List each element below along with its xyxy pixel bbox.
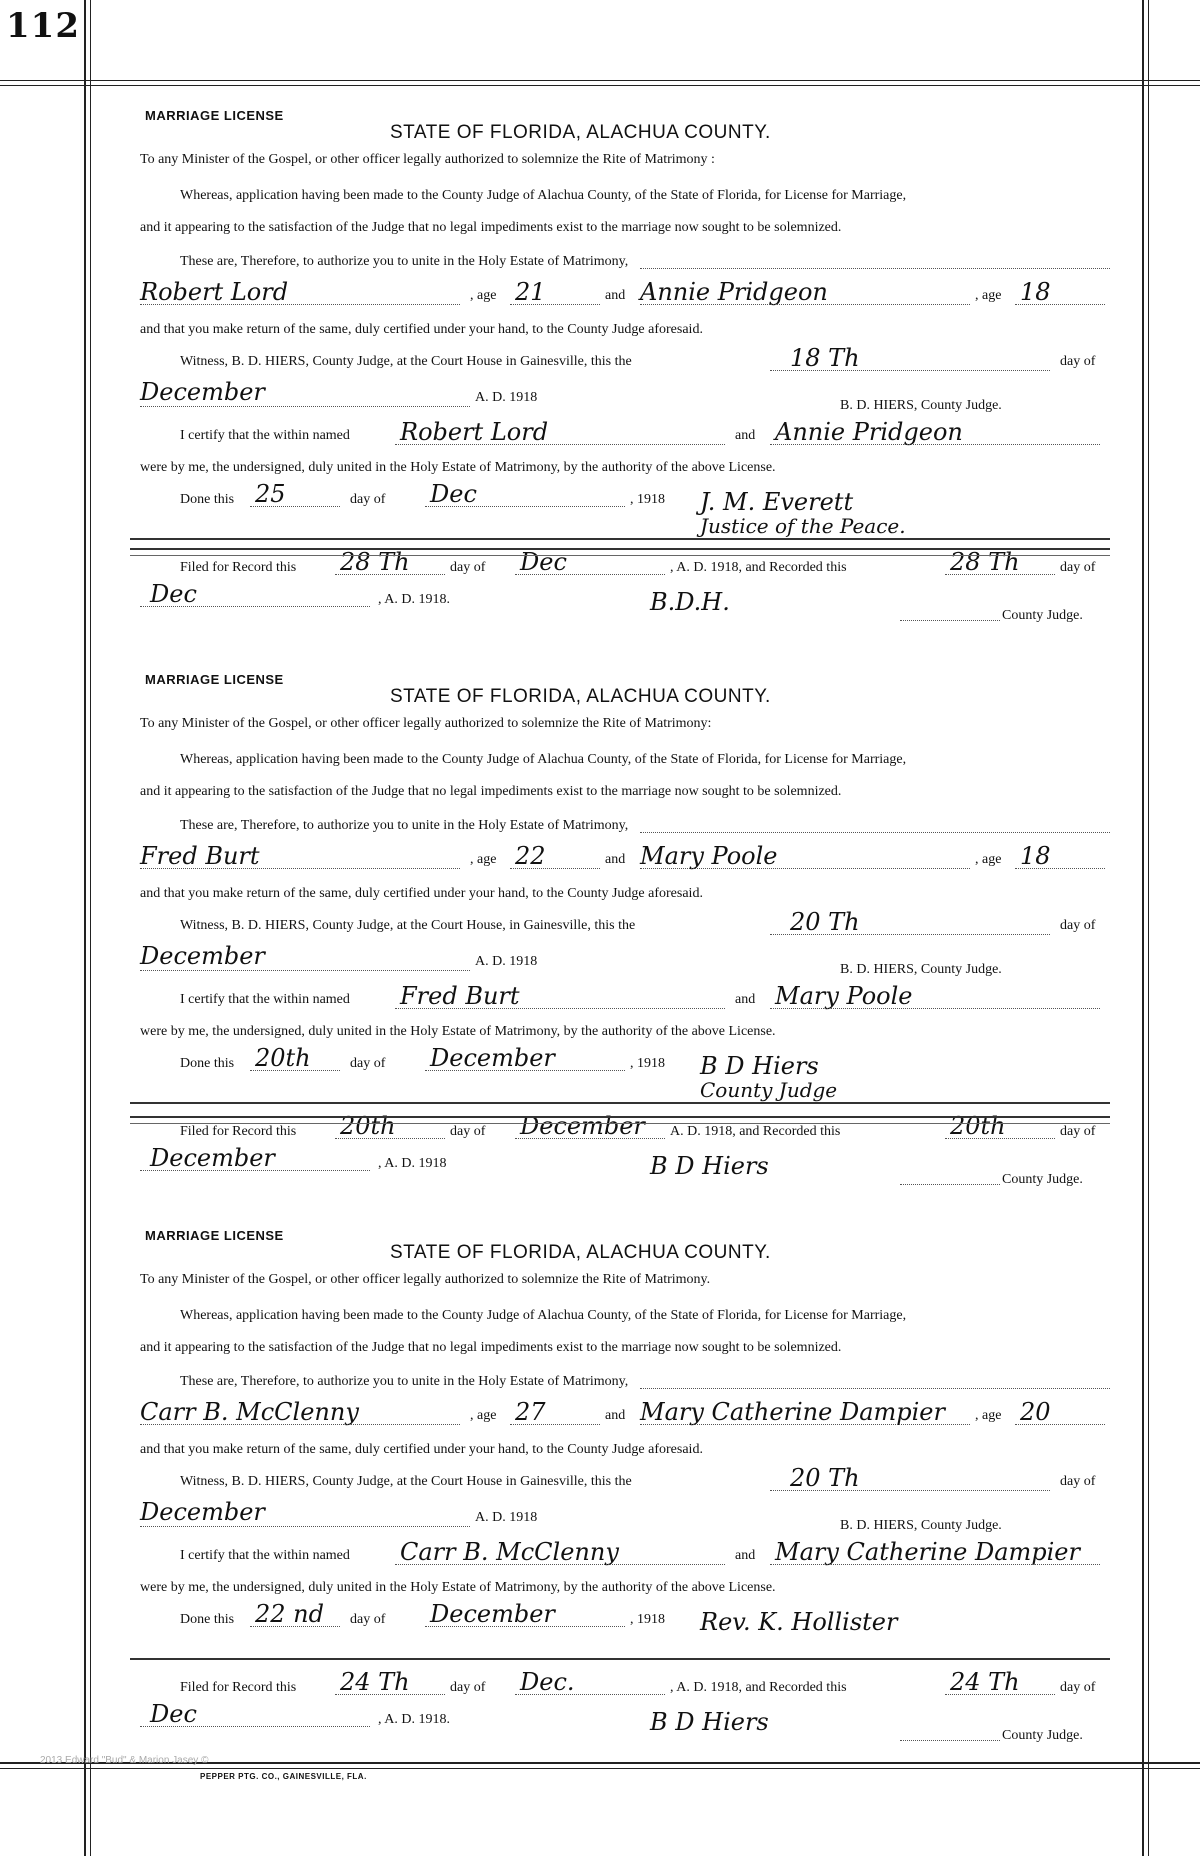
address-line: To any Minister of the Gospel, or other officer legally authorized to solemnize the Rite of Matrimony : [140, 152, 715, 167]
certify-groom-handwritten: Carr B. McClenny [400, 1538, 619, 1566]
blank-line [335, 574, 445, 575]
blank-line [515, 1694, 665, 1695]
day-of-label: day of [350, 1056, 386, 1071]
witness-month-handwritten: December [140, 378, 265, 406]
blank-line [395, 1008, 725, 1009]
blank-line [945, 574, 1055, 575]
blank-line [640, 1424, 970, 1425]
blank-line [510, 1424, 600, 1425]
blank-line [515, 574, 665, 575]
witness-month-handwritten: December [140, 1498, 265, 1526]
printer-footer: PEPPER PTG. CO., GAINESVILLE, FLA. [200, 1772, 367, 1781]
witness-month-handwritten: December [140, 942, 265, 970]
certify-line: I certify that the within named [180, 1548, 350, 1563]
blank-line [515, 1138, 665, 1139]
groom-age-handwritten: 22 [515, 842, 546, 870]
whereas-line-2: and it appearing to the satisfaction of the Judge that no legal impediments exist to the marriage now sought to be solemnized. [140, 1340, 842, 1355]
license-title: STATE OF FLORIDA, ALACHUA COUNTY. [390, 122, 771, 143]
filed-ad-label: , A. D. 1918, and Recorded this [670, 1680, 847, 1695]
done-this-label: Done this [180, 492, 235, 507]
whereas-line-2: and it appearing to the satisfaction of the Judge that no legal impediments exist to the marriage now sought to be solemnized. [140, 220, 842, 235]
blank-line [140, 1424, 460, 1425]
done-year-label: , 1918 [630, 492, 665, 507]
recorded-day-handwritten: 20th [950, 1112, 1006, 1140]
blank-line [640, 832, 1110, 833]
license-divider [130, 555, 1110, 556]
judge-signature-line: B. D. HIERS, County Judge. [840, 962, 1002, 977]
left-margin-rule-2 [90, 0, 91, 1856]
age-label: , age [470, 1408, 497, 1423]
and-label: and [735, 992, 756, 1007]
these-are-line: These are, Therefore, to authorize you to unite in the Holy Estate of Matrimony, [180, 1374, 629, 1389]
blank-line [770, 1564, 1100, 1565]
license-title: STATE OF FLORIDA, ALACHUA COUNTY. [390, 1242, 771, 1263]
recorded-month-handwritten: Dec [150, 580, 197, 608]
blank-line [140, 970, 470, 971]
and-label: and [735, 428, 756, 443]
age-label: , age [975, 1408, 1002, 1423]
ad-year-label: A. D. 1918 [475, 1510, 538, 1525]
blank-line [250, 506, 340, 507]
blank-line [945, 1694, 1055, 1695]
license-label: MARRIAGE LICENSE [145, 1228, 284, 1243]
day-of-label: day of [350, 1612, 386, 1627]
address-line: To any Minister of the Gospel, or other officer legally authorized to solemnize the Rite of Matrimony: [140, 716, 712, 731]
certify-groom-handwritten: Fred Burt [400, 982, 520, 1010]
left-margin-rule [84, 0, 86, 1856]
blank-line [640, 268, 1110, 269]
witness-day-handwritten: 20 Th [790, 1464, 860, 1492]
done-day-handwritten: 22 nd [255, 1600, 324, 1628]
done-year-label: , 1918 [630, 1612, 665, 1627]
ad-year-label: A. D. 1918 [475, 954, 538, 969]
return-line: and that you make return of the same, duly certified under your hand, to the County Judge aforesaid. [140, 322, 703, 337]
filed-day-handwritten: 28 Th [340, 548, 410, 576]
recorded-month-handwritten: December [150, 1144, 275, 1172]
bride-age-handwritten: 18 [1020, 842, 1051, 870]
filed-ad-label: A. D. 1918, and Recorded this [670, 1124, 841, 1139]
certify-bride-handwritten: Mary Catherine Dampier [775, 1538, 1080, 1566]
blank-line [510, 868, 600, 869]
filed-month-handwritten: December [520, 1112, 645, 1140]
blank-line [140, 304, 460, 305]
blank-line [640, 1388, 1110, 1389]
groom-age-handwritten: 21 [515, 278, 546, 306]
age-label: , age [975, 852, 1002, 867]
blank-line [250, 1626, 340, 1627]
filed-label: Filed for Record this [180, 1124, 297, 1139]
license-divider [130, 548, 1110, 550]
filed-label: Filed for Record this [180, 560, 297, 575]
recorded-ad-label: , A. D. 1918 [378, 1156, 447, 1171]
blank-line [140, 1170, 370, 1171]
witness-day-handwritten: 20 Th [790, 908, 860, 936]
blank-line [640, 304, 970, 305]
recorded-month-handwritten: Dec [150, 1700, 197, 1728]
and-label: and [605, 288, 626, 303]
day-of-label: day of [1060, 1680, 1096, 1695]
address-line: To any Minister of the Gospel, or other officer legally authorized to solemnize the Rite of Matrimony. [140, 1272, 711, 1287]
officiant-signature: Rev. K. Hollister [700, 1608, 898, 1636]
blank-line [140, 1726, 370, 1727]
blank-line [425, 506, 625, 507]
county-judge-label: County Judge. [1002, 1172, 1083, 1187]
day-of-label: day of [1060, 1124, 1096, 1139]
groom-name-handwritten: Fred Burt [140, 842, 260, 870]
done-day-handwritten: 20th [255, 1044, 311, 1072]
day-of-label: day of [450, 1680, 486, 1695]
certify-line: I certify that the within named [180, 428, 350, 443]
done-year-label: , 1918 [630, 1056, 665, 1071]
day-of-label: day of [1060, 918, 1096, 933]
filed-ad-label: , A. D. 1918, and Recorded this [670, 560, 847, 575]
and-label: and [605, 852, 626, 867]
filed-month-handwritten: Dec. [520, 1668, 575, 1696]
page-number: 112 [6, 6, 80, 46]
blank-line [510, 304, 600, 305]
bride-name-handwritten: Mary Poole [640, 842, 778, 870]
officiant-signature: B D Hiers [700, 1052, 819, 1080]
blank-line [770, 1490, 1050, 1491]
copyright-watermark: 2013 Edward "Bud" & Marion Jasey © [40, 1755, 209, 1766]
bride-age-handwritten: 18 [1020, 278, 1051, 306]
day-of-label: day of [450, 1124, 486, 1139]
certify-groom-handwritten: Robert Lord [400, 418, 549, 446]
return-line: and that you make return of the same, duly certified under your hand, to the County Judge aforesaid. [140, 1442, 703, 1457]
recorded-ad-label: , A. D. 1918. [378, 1712, 450, 1727]
whereas-line-1: Whereas, application having been made to the County Judge of Alachua County, of the State of Florida, for License for Marriage, [180, 752, 907, 767]
blank-line [425, 1070, 625, 1071]
recorded-day-handwritten: 28 Th [950, 548, 1020, 576]
day-of-label: day of [1060, 354, 1096, 369]
whereas-line-1: Whereas, application having been made to the County Judge of Alachua County, of the State of Florida, for License for Marriage, [180, 1308, 907, 1323]
witness-line: Witness, B. D. HIERS, County Judge, at the Court House, in Gainesville, this the [180, 918, 636, 933]
section-rule [130, 1102, 1110, 1104]
done-this-label: Done this [180, 1612, 235, 1627]
groom-name-handwritten: Carr B. McClenny [140, 1398, 359, 1426]
done-month-handwritten: December [430, 1044, 555, 1072]
blank-line [1015, 304, 1105, 305]
blank-line [335, 1138, 445, 1139]
done-month-handwritten: Dec [430, 480, 477, 508]
witness-line: Witness, B. D. HIERS, County Judge, at the Court House in Gainesville, this the [180, 354, 632, 369]
blank-line [770, 370, 1050, 371]
day-of-label: day of [1060, 1474, 1096, 1489]
blank-line [140, 606, 370, 607]
license-title: STATE OF FLORIDA, ALACHUA COUNTY. [390, 686, 771, 707]
groom-age-handwritten: 27 [515, 1398, 546, 1426]
age-label: , age [470, 852, 497, 867]
bride-name-handwritten: Annie Pridgeon [640, 278, 828, 306]
age-label: , age [975, 288, 1002, 303]
filed-day-handwritten: 20th [340, 1112, 396, 1140]
witness-line: Witness, B. D. HIERS, County Judge, at the Court House in Gainesville, this the [180, 1474, 632, 1489]
blank-line [900, 620, 1000, 621]
judge-signature-line: B. D. HIERS, County Judge. [840, 398, 1002, 413]
blank-line [770, 444, 1100, 445]
bride-age-handwritten: 20 [1020, 1398, 1051, 1426]
bottom-rule-2 [0, 1768, 1200, 1769]
blank-line [395, 444, 725, 445]
judge-signature-line: B. D. HIERS, County Judge. [840, 1518, 1002, 1533]
officiant-title-handwritten: Justice of the Peace. [700, 514, 906, 538]
these-are-line: These are, Therefore, to authorize you to unite in the Holy Estate of Matrimony, [180, 254, 629, 269]
blank-line [1015, 868, 1105, 869]
done-this-label: Done this [180, 1056, 235, 1071]
officiant-signature: J. M. Everett [700, 488, 854, 516]
blank-line [250, 1070, 340, 1071]
filed-month-handwritten: Dec [520, 548, 567, 576]
witness-day-handwritten: 18 Th [790, 344, 860, 372]
right-margin-rule [1142, 0, 1144, 1856]
blank-line [640, 868, 970, 869]
officiant-title-handwritten: County Judge [700, 1078, 838, 1102]
these-are-line: These are, Therefore, to authorize you to unite in the Holy Estate of Matrimony, [180, 818, 629, 833]
license-divider [130, 1116, 1110, 1118]
blank-line [140, 868, 460, 869]
return-line: and that you make return of the same, duly certified under your hand, to the County Judge aforesaid. [140, 886, 703, 901]
blank-line [425, 1626, 625, 1627]
recorded-day-handwritten: 24 Th [950, 1668, 1020, 1696]
certify-bride-handwritten: Annie Pridgeon [775, 418, 963, 446]
license-divider [130, 1123, 1110, 1124]
united-line: were by me, the undersigned, duly united in the Holy Estate of Matrimony, by the authority of the above License. [140, 1024, 776, 1039]
filed-label: Filed for Record this [180, 1680, 297, 1695]
blank-line [335, 1694, 445, 1695]
united-line: were by me, the undersigned, duly united in the Holy Estate of Matrimony, by the authority of the above License. [140, 1580, 776, 1595]
age-label: , age [470, 288, 497, 303]
county-judge-signature: B D Hiers [650, 1708, 769, 1736]
license-label: MARRIAGE LICENSE [145, 672, 284, 687]
and-label: and [605, 1408, 626, 1423]
bride-name-handwritten: Mary Catherine Dampier [640, 1398, 945, 1426]
top-rule [0, 80, 1200, 81]
done-day-handwritten: 25 [255, 480, 286, 508]
certify-line: I certify that the within named [180, 992, 350, 1007]
license-label: MARRIAGE LICENSE [145, 108, 284, 123]
blank-line [900, 1184, 1000, 1185]
ad-year-label: A. D. 1918 [475, 390, 538, 405]
section-rule [130, 1658, 1110, 1660]
whereas-line-1: Whereas, application having been made to the County Judge of Alachua County, of the State of Florida, for License for Marriage, [180, 188, 907, 203]
county-judge-signature: B.D.H. [650, 588, 730, 616]
blank-line [945, 1138, 1055, 1139]
blank-line [770, 1008, 1100, 1009]
recorded-ad-label: , A. D. 1918. [378, 592, 450, 607]
blank-line [395, 1564, 725, 1565]
certify-bride-handwritten: Mary Poole [775, 982, 913, 1010]
county-judge-label: County Judge. [1002, 608, 1083, 623]
united-line: were by me, the undersigned, duly united in the Holy Estate of Matrimony, by the authority of the above License. [140, 460, 776, 475]
right-margin-rule-2 [1148, 0, 1149, 1856]
blank-line [140, 1526, 470, 1527]
groom-name-handwritten: Robert Lord [140, 278, 289, 306]
done-month-handwritten: December [430, 1600, 555, 1628]
county-judge-signature: B D Hiers [650, 1152, 769, 1180]
day-of-label: day of [1060, 560, 1096, 575]
county-judge-label: County Judge. [1002, 1728, 1083, 1743]
and-label: and [735, 1548, 756, 1563]
section-rule [130, 538, 1110, 540]
top-rule-2 [0, 85, 1200, 86]
whereas-line-2: and it appearing to the satisfaction of the Judge that no legal impediments exist to the marriage now sought to be solemnized. [140, 784, 842, 799]
blank-line [140, 406, 470, 407]
blank-line [770, 934, 1050, 935]
day-of-label: day of [450, 560, 486, 575]
day-of-label: day of [350, 492, 386, 507]
filed-day-handwritten: 24 Th [340, 1668, 410, 1696]
blank-line [900, 1740, 1000, 1741]
blank-line [1015, 1424, 1105, 1425]
